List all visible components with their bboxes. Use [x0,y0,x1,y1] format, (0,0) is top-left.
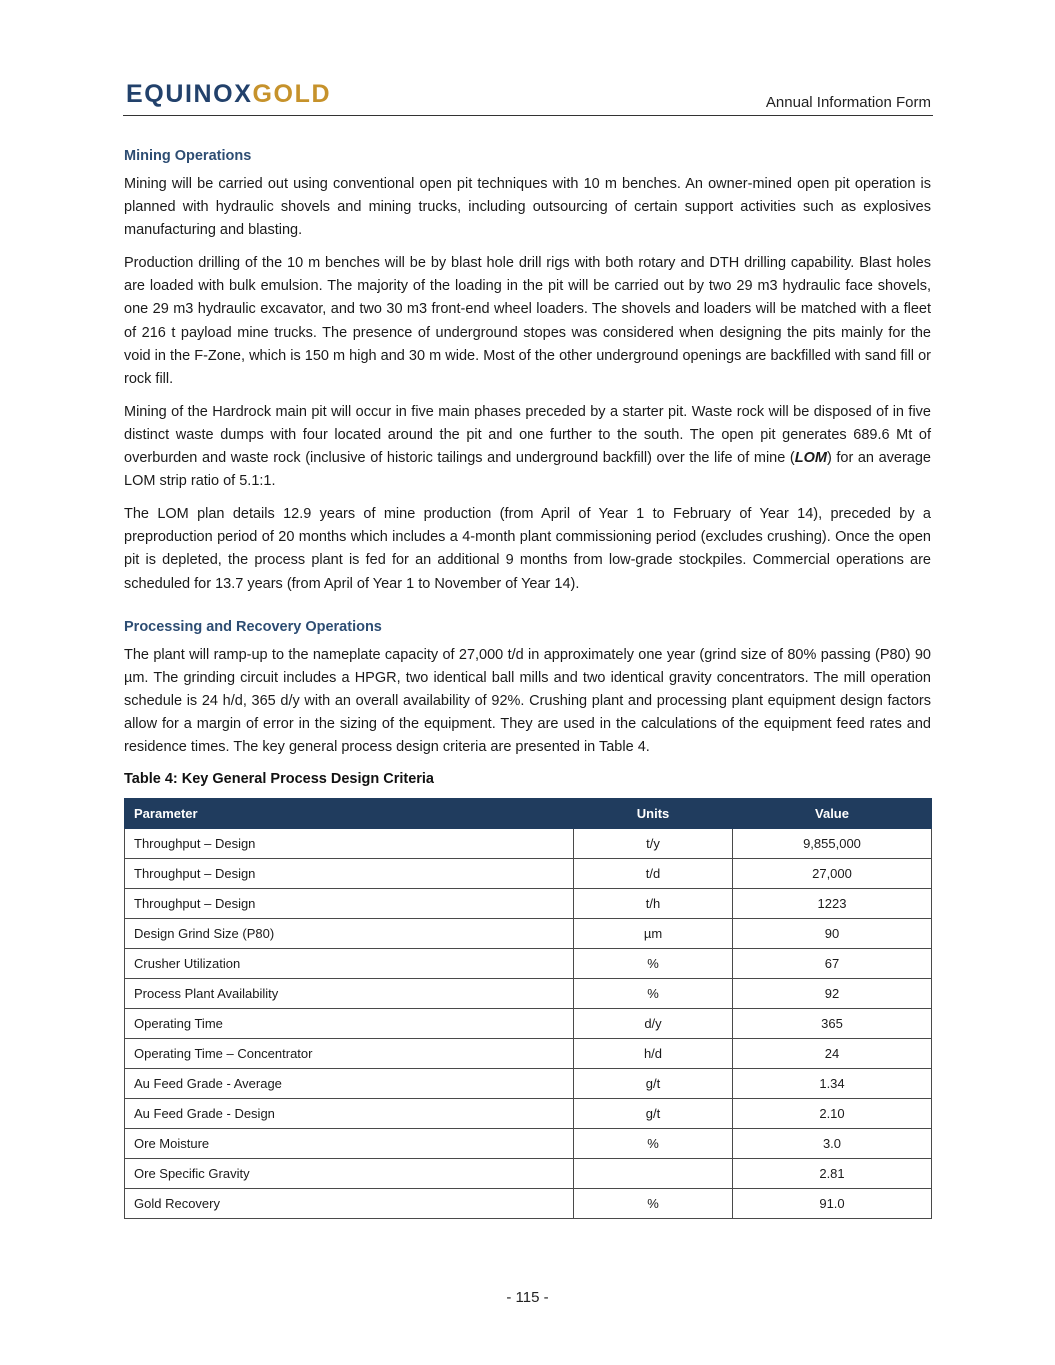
table-row [125,859,932,889]
table-row [125,919,932,949]
cell-value: 1.34 [733,1069,932,1099]
logo-text-gold: GOLD [252,80,332,108]
cell-units: g/t [574,1099,733,1129]
section-heading-mining-operations: Mining Operations [124,148,252,164]
section-heading-processing-recovery: Processing and Recovery Operations [124,618,382,635]
paragraph-text: Mining of the Hardrock main pit will occur in five main phases preceded by a starter pit. Waste rock will be disposed of in five distinct waste dumps with four located around the pit and one further to the south. The open pit generates 689.6 Mt of overburden and waste rock (inclusive of historic tailings and underground backfill) over the life of mine ( [124,403,931,467]
cell-units: % [574,979,733,1009]
cell-parameter: Operating Time – Concentrator [125,1039,574,1069]
cell-parameter: Ore Moisture [125,1129,574,1159]
table-row [125,1009,932,1039]
cell-parameter: Throughput – Design [125,889,574,919]
cell-parameter: Throughput – Design [125,829,574,859]
cell-parameter: Au Feed Grade - Design [125,1099,574,1129]
table-caption: Table 4: Key General Process Design Criteria [124,771,435,788]
table-row [125,979,932,1009]
paragraph: The LOM plan details 12.9 years of mine production (from April of Year 1 to February of Year 14), preceded by a preproduction period of 20 months which includes a 4-month plant commissioning period (excludes crushing). Once the open pit is depleted, the process plant is fed for an additional 9 months from low-grade stockpiles. Commercial operations are scheduled for 13.7 years (from April of Year 1 to November of Year 14). [124,506,931,592]
table-header-row [125,799,932,829]
cell-parameter: Process Plant Availability [125,979,574,1009]
page-header [123,78,933,116]
paragraph: Mining will be carried out using conventional open pit techniques with 10 m benches. An owner-mined open pit operation is planned with hydraulic shovels and mining trucks, including outsourcing of certain support activities such as explosives manufacturing and blasting. [124,176,931,239]
document-title: Annual Information Form [765,94,931,111]
cell-units: g/t [574,1069,733,1099]
table-row [125,829,932,859]
cell-units: h/d [574,1039,733,1069]
table-row [125,1189,932,1219]
column-header-units: Units [574,799,733,829]
cell-value: 92 [733,979,932,1009]
company-logo [126,80,331,109]
table-row [125,889,932,919]
cell-value: 365 [733,1009,932,1039]
cell-units: % [574,949,733,979]
cell-value: 3.0 [733,1129,932,1159]
cell-value: 2.81 [733,1159,932,1189]
cell-units: µm [574,919,733,949]
table-row [125,1099,932,1129]
cell-parameter: Ore Specific Gravity [125,1159,574,1189]
cell-parameter: Au Feed Grade - Average [125,1069,574,1099]
cell-units: t/y [574,829,733,859]
cell-value: 24 [733,1039,932,1069]
cell-value: 2.10 [733,1099,932,1129]
column-header-value: Value [733,799,932,829]
cell-value: 67 [733,949,932,979]
cell-parameter: Throughput – Design [125,859,574,889]
table-row [125,949,932,979]
cell-units: % [574,1129,733,1159]
cell-value: 91.0 [733,1189,932,1219]
paragraph: Production drilling of the 10 m benches will be by blast hole drill rigs with both rotary and DTH drilling capability. Blast holes are loaded with bulk emulsion. The majority of the loading in the pit will be carried out by two 29 m3 hydraulic face shovels, one 29 m3 hydraulic excavator, and two 30 m3 front-end wheel loaders. The shovels and loaders will be matched with a fleet of 216 t payload mine trucks. The presence of underground stopes was considered when designing the pits mainly for the void in the F-Zone, which is 150 m high and 30 m wide. Most of the other underground openings are backfilled with sand fill or rock fill. [124,255,931,387]
page-content [124,148,931,1219]
cell-units: t/h [574,889,733,919]
cell-value: 27,000 [733,859,932,889]
cell-value: 9,855,000 [733,829,932,859]
cell-units: d/y [574,1009,733,1039]
cell-parameter: Operating Time [125,1009,574,1039]
page-number: - 115 - [506,1289,549,1306]
cell-units: % [574,1189,733,1219]
logo-text-equinox: EQUINOX [126,80,253,108]
cell-units [574,1159,733,1189]
cell-value: 1223 [733,889,932,919]
defined-term-lom: LOM [794,450,827,467]
paragraph [124,401,931,493]
column-header-parameter: Parameter [125,799,574,829]
cell-parameter: Design Grind Size (P80) [125,919,574,949]
cell-parameter: Crusher Utilization [125,949,574,979]
cell-value: 90 [733,919,932,949]
cell-parameter: Gold Recovery [125,1189,574,1219]
table-row [125,1039,932,1069]
cell-units: t/d [574,859,733,889]
paragraph-text: ) for an average LOM strip ratio of 5.1:1. [124,450,931,490]
table-row [125,1069,932,1099]
table-row [125,1129,932,1159]
process-design-criteria-table [124,798,932,1219]
table-row [125,1159,932,1189]
paragraph: The plant will ramp-up to the nameplate capacity of 27,000 t/d in approximately one year (grind size of 80% passing (P80) 90 µm. The grinding circuit includes a HPGR, two identical ball mills and two identical gravity concentrators. The mill operation schedule is 24 h/d, 365 d/y with an overall availability of 92%. Crushing plant and processing plant equipment design factors allow for a margin of error in the sizing of the equipment. They are used in the calculations of the equipment feed rates and residence times. The key general process design criteria are presented in Table 4. [124,646,931,755]
